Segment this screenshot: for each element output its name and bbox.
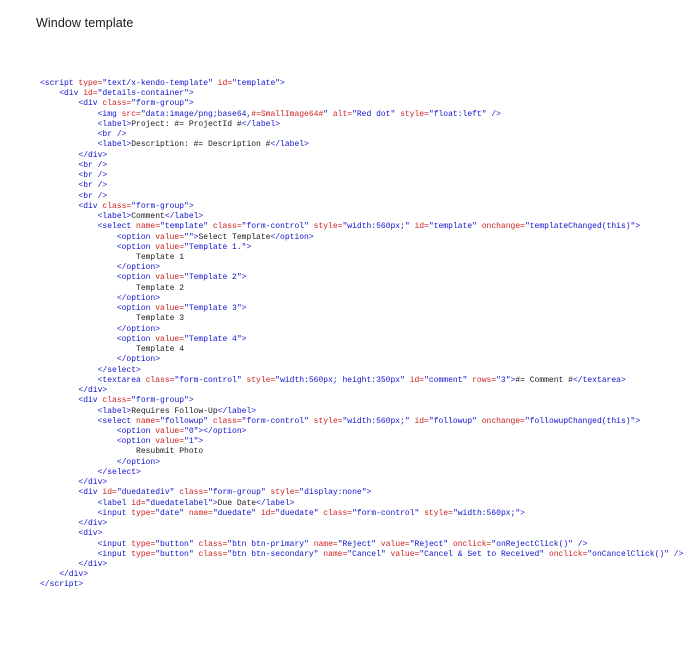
code-line: <label id="duedatelabel">Due Date</label> — [97, 498, 295, 508]
code-line: </option> — [116, 457, 161, 467]
code-line: <label>Description: #= Description #</label> — [97, 140, 309, 150]
code-line: <option value="Template 4"> — [116, 334, 247, 344]
code-line: <label>Comment</label> — [97, 212, 204, 222]
code-line: </select> — [97, 365, 141, 375]
code-line: <br /> — [78, 181, 108, 191]
code-line: </option> — [116, 355, 161, 365]
code-line: </div> — [78, 150, 108, 160]
code-line: <div id="details-container"> — [59, 89, 194, 99]
code-line: Template 3 — [40, 314, 185, 324]
code-line: <option value="">Select Template</option> — [116, 232, 314, 242]
code-line: Template 4 — [40, 345, 185, 355]
code-line: </div> — [78, 560, 108, 570]
code-line: </div> — [78, 386, 108, 396]
code-line: <br /> — [78, 191, 108, 201]
code-line: <div class="form-group"> — [78, 99, 194, 109]
code-line: </select> — [97, 467, 141, 477]
code-line: <br /> — [78, 171, 108, 181]
code-line: <img src="data:image/png;base64,#=SmallImage64#" alt="Red dot" style="float:left" /> — [97, 109, 501, 119]
code-line: </script> — [40, 580, 84, 590]
code-block — [40, 79, 683, 591]
code-line: <input type="button" class="btn btn-primary" name="Reject" value="Reject" onclick="onRejectClick()" /> — [97, 539, 588, 549]
page-title: Window template — [36, 16, 134, 30]
code-line: <br /> — [97, 130, 127, 140]
code-line: <div class="form-group"> — [78, 201, 194, 211]
code-line: <div class="form-group"> — [78, 396, 194, 406]
code-line: <option value="1"> — [116, 437, 204, 447]
code-line: <textarea class="form-control" style="width:560px; height:350px" id="comment" rows="3">#= Comment #</textarea> — [97, 375, 626, 385]
code-line: <option value="0"></option> — [116, 426, 247, 436]
code-line: </option> — [116, 293, 161, 303]
code-line: <label>Requires Follow-Up</label> — [97, 406, 257, 416]
code-line: <div id="duedatediv" class="form-group" style="display:none"> — [78, 488, 372, 498]
code-line: Template 1 — [40, 252, 185, 262]
code-line: <option value="Template 1."> — [116, 242, 252, 252]
code-line: <select name="template" class="form-control" style="width:560px;" id="template" onchange="templateChanged(this)"> — [97, 222, 641, 232]
code-line: Resubmit Photo — [40, 447, 204, 457]
code-line: </div> — [78, 478, 108, 488]
code-line: <option value="Template 2"> — [116, 273, 247, 283]
code-line: </div> — [78, 519, 108, 529]
code-line: Template 2 — [40, 283, 185, 293]
code-line: <input type="button" class="btn btn-secondary" name="Cancel" value="Cancel & Set to Received" onclick="onCancelClick()" /> — [97, 549, 684, 559]
code-line: <select name="followup" class="form-control" style="width:560px;" id="followup" onchange="followupChanged(this)"> — [97, 416, 641, 426]
code-line: </div> — [59, 570, 89, 580]
code-line: </option> — [116, 263, 161, 273]
code-line: <br /> — [78, 160, 108, 170]
code-line: <label>Project: #= ProjectId #</label> — [97, 119, 281, 129]
code-line: </option> — [116, 324, 161, 334]
code-line: <div> — [78, 529, 103, 539]
code-line: <script type="text/x-kendo-template" id="template"> — [40, 79, 285, 88]
code-line: <option value="Template 3"> — [116, 304, 247, 314]
code-line: <input type="date" name="duedate" id="duedate" class="form-control" style="width:560px;"> — [97, 508, 525, 518]
